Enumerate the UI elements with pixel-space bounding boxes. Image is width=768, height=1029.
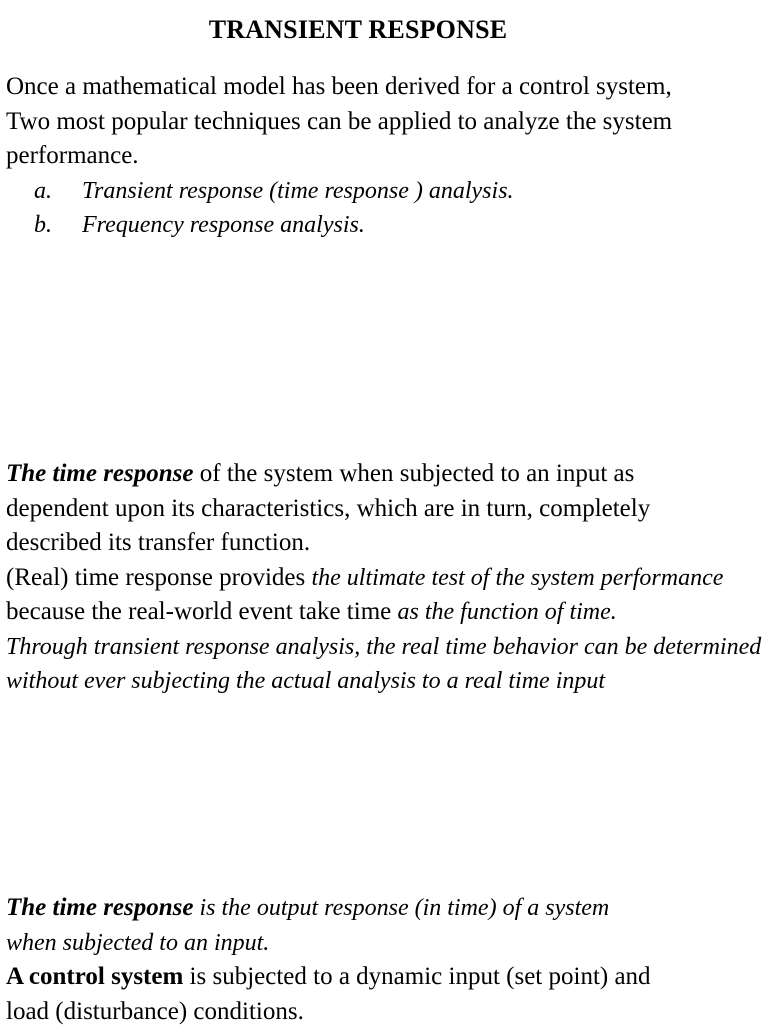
s2-line-5-b: as the function of time. [397,599,616,625]
s3-control-system-term: A control system [6,963,183,990]
s2-line-2: dependent upon its characteristics, which are in turn, completely [6,492,764,527]
s2-line-4-b: the ultimate test of the system performance [311,565,723,591]
definition-paragraph [6,891,764,1029]
s3-line-1 [6,891,764,926]
s2-line-6: Through transient response analysis, the real time behavior can be determined [6,630,764,665]
s2-line-7: without ever subjecting the actual analysis to a real time input [6,664,764,699]
s2-line-5 [6,595,764,630]
intro-line-1: Once a mathematical model has been derived for a control system, [6,70,764,105]
s2-line-1-rest: of the system when subjected to an input as [194,460,635,487]
list-marker-a: a. [6,174,82,209]
s3-line-4: load (disturbance) conditions. [6,995,764,1029]
list-item-b [6,208,764,243]
s2-line-1 [6,457,764,492]
s3-line-3-rest: is subjected to a dynamic input (set point) and [183,963,650,990]
intro-line-2: Two most popular techniques can be applied to analyze the system [6,105,764,140]
list-text-b: Frequency response analysis. [82,212,365,238]
time-response-paragraph [6,457,764,699]
s2-line-4 [6,561,764,596]
s2-line-3: described its transfer function. [6,526,764,561]
s3-line-2: when subjected to an input. [6,926,764,961]
intro-paragraph [6,70,764,243]
s2-lead-term: The time response [6,460,194,487]
s3-lead-term: The time response [6,894,194,921]
s3-line-1-rest: is the output response (in time) of a system [194,895,610,921]
list-text-a: Transient response (time response ) analysis. [82,178,514,204]
page-title: TRANSIENT RESPONSE [0,14,716,46]
list-item-a [6,174,764,209]
s3-line-3 [6,960,764,995]
s2-line-4-a: (Real) time response provides [6,564,311,591]
s2-line-5-a: because the real-world event take time [6,598,397,625]
intro-line-3: performance. [6,139,764,174]
list-marker-b: b. [6,208,82,243]
